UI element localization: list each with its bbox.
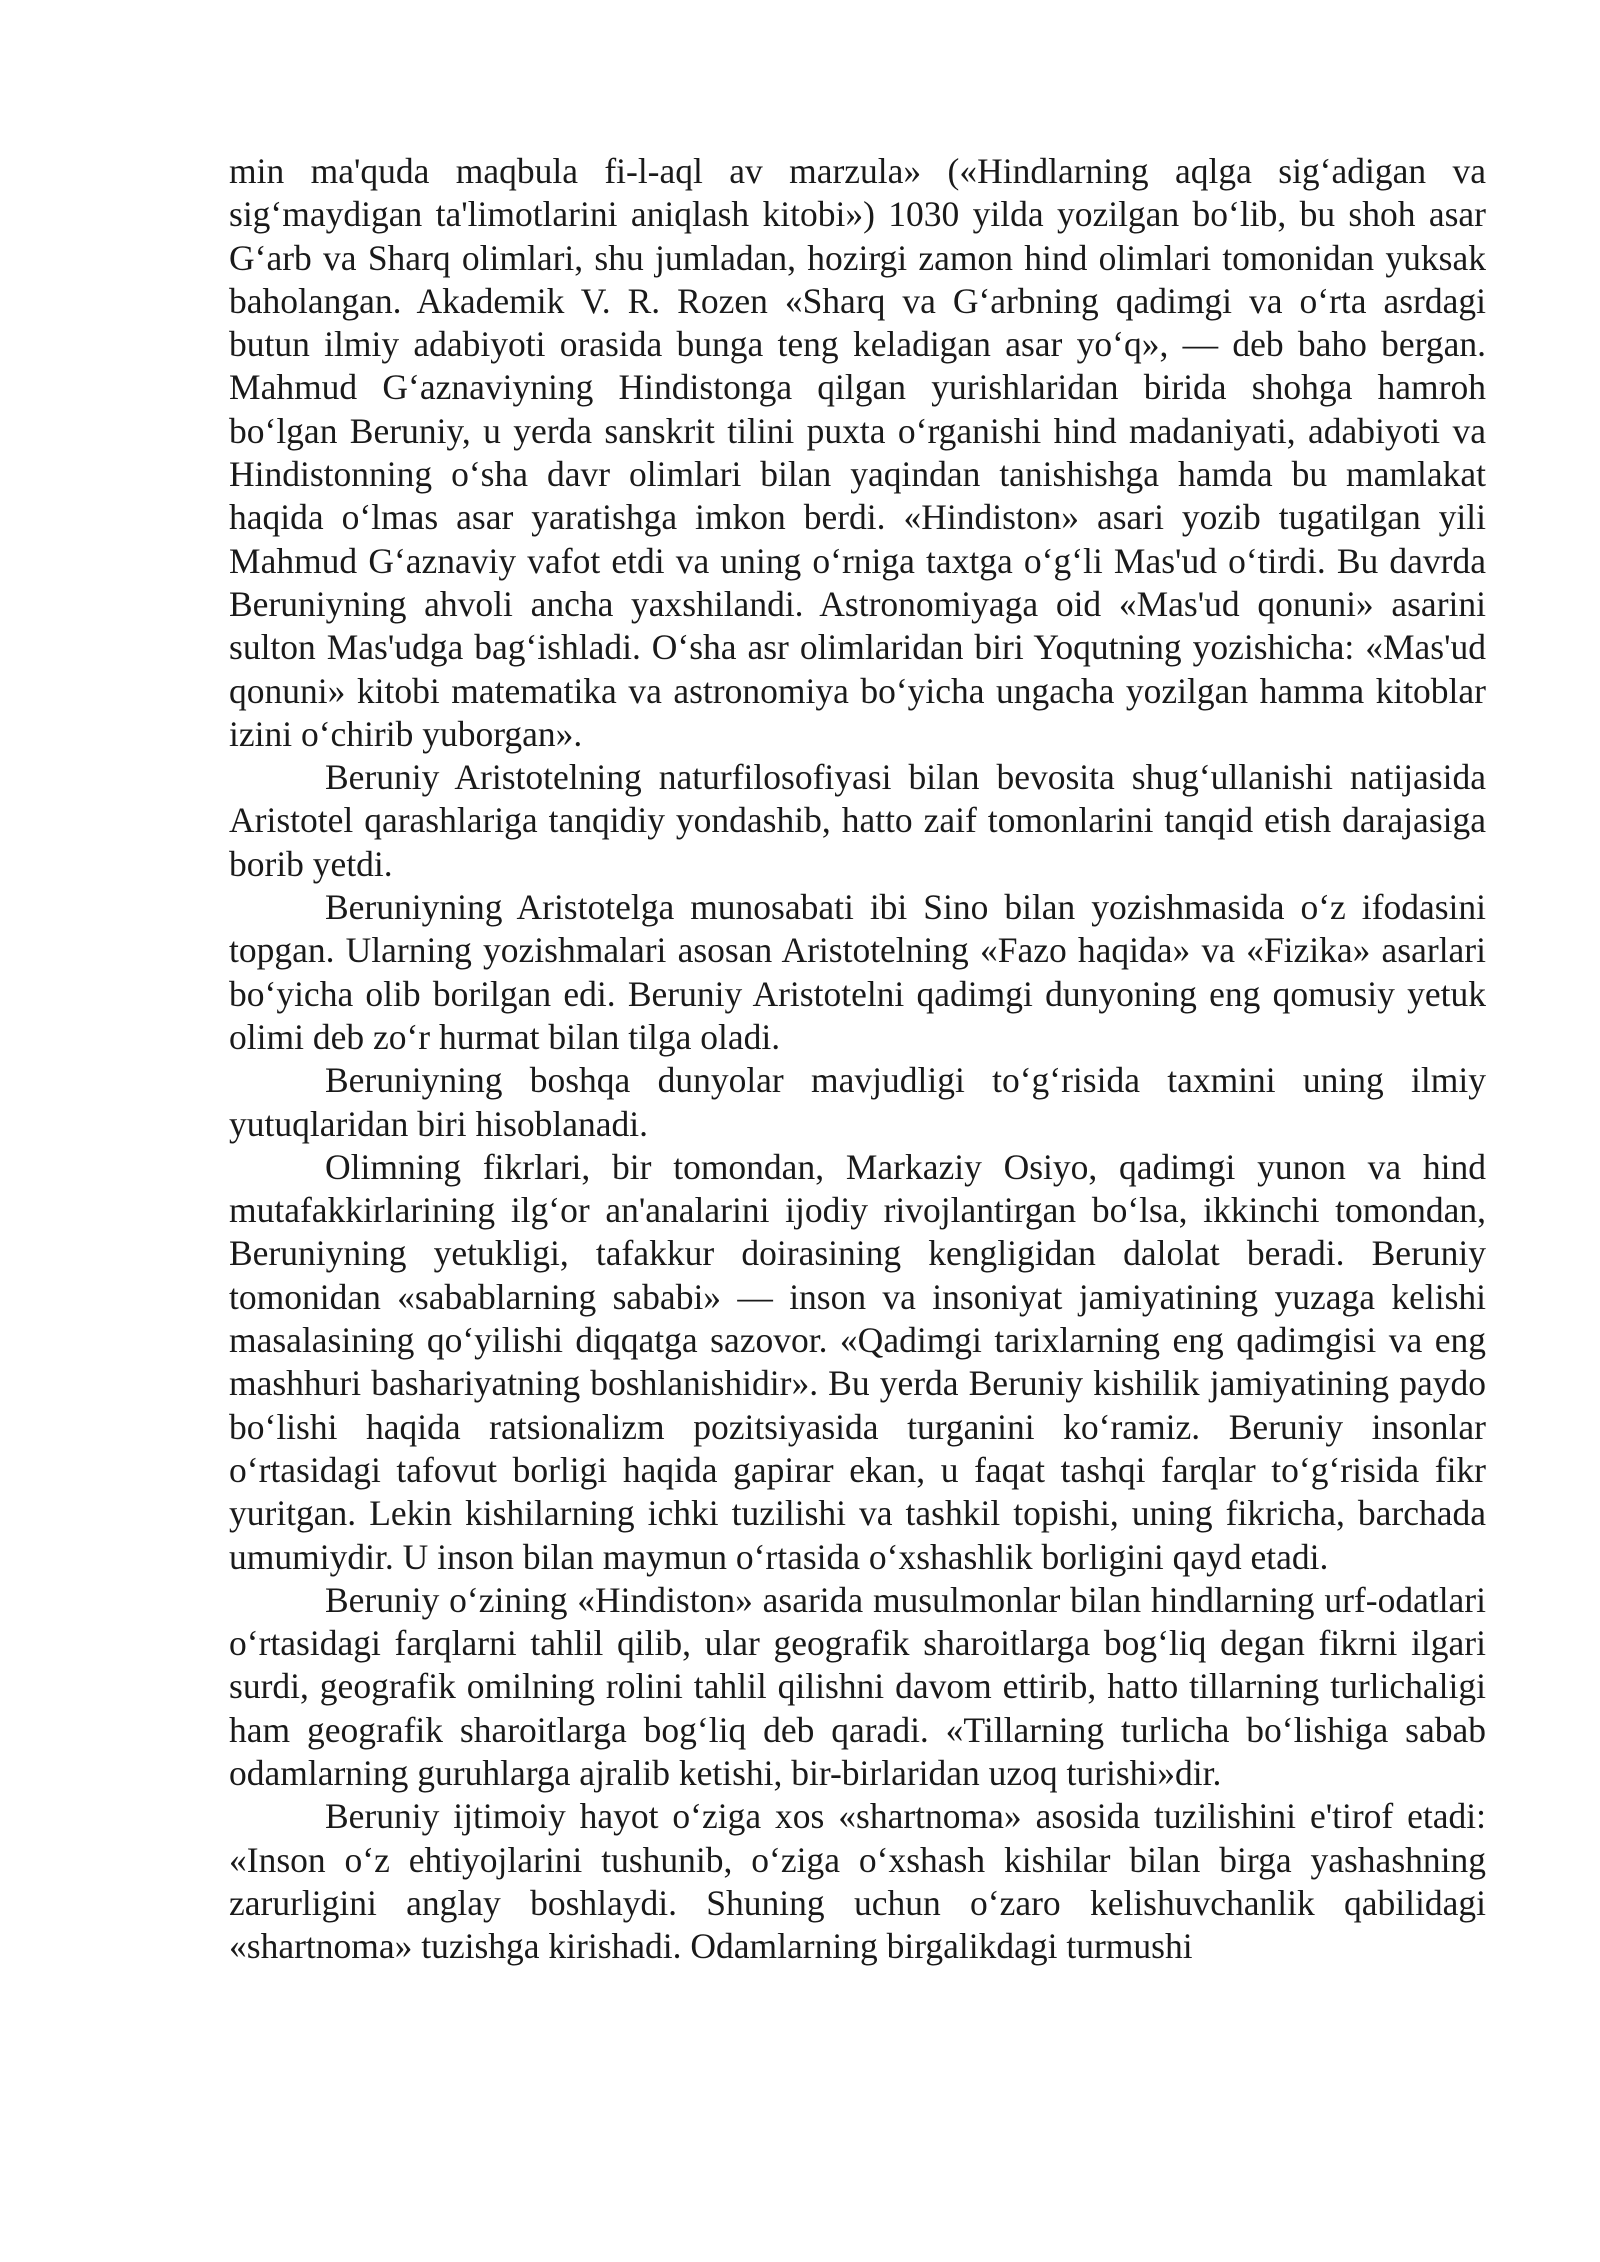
paragraph-continuation: min ma'quda maqbula fi-l-aql av marzula» («Hindlarning aqlga sig‘adigan va sig‘maydigan ta'limotlarini aniqlash kitobi») 1030 yilda yozilgan bo‘lib, bu shoh asar G‘arb va Sharq olimlari, shu jumladan, hozirgi zamon hind olimlari tomonidan yuksak baholangan. Akademik V. R. Rozen «Sharq va G‘arbning qadimgi va o‘rta asrdagi butun ilmiy adabiyoti orasida bunga teng keladigan asar yo‘q», — deb baho bergan. Mahmud G‘aznaviyning Hindistonga qilgan yurishlaridan birida shohga hamroh bo‘lgan Beruniy, u yerda sanskrit tilini puxta o‘rganishi hind madaniyati, adabiyoti va Hindistonning o‘sha davr olimlari bilan yaqindan tanishishga hamda bu mamlakat haqida o‘lmas asar yaratishga imkon berdi. «Hindiston» asari yozib tugatilgan yili Mahmud G‘aznaviy vafot etdi va uning o‘rniga taxtga o‘g‘li Mas'ud o‘tirdi. Bu davrda Beruniyning ahvoli ancha yaxshilandi. Astronomiyaga oid «Mas'ud qonuni» asarini sulton Mas'udga bag‘ishladi. O‘sha asr olimlaridan biri Yoqutning yozishicha: «Mas'ud qonuni» kitobi matematika va astronomiya bo‘yicha ungacha yozilgan hamma kitoblar izini o‘chirib yuborgan». — [229, 151, 1486, 754]
paragraph-aristotle-natural-philosophy: Beruniy Aristotelning naturfilosofiyasi bilan bevosita shug‘ullanishi natijasida Aristotel qarashlariga tanqidiy yondashib, hatto zaif tomonlarini tanqid etish darajasiga borib yetdi. — [229, 757, 1486, 884]
paragraph-thinkers-ideas: Olimning fikrlari, bir tomondan, Markaziy Osiyo, qadimgi yunon va hind mutafakkirlarining ilg‘or an'analarini ijodiy rivojlantirgan bo‘lsa, ikkinchi tomondan, Beruniyning yetukligi, tafakkur doirasining kengligidan dalolat beradi. Beruniy tomonidan «sabablarning sababi» — inson va insoniyat jamiyatining yuzaga kelishi masalasining qo‘yilishi diqqatga sazovor. «Qadimgi tarixlarning eng qadimgisi va eng mashhuri bashariyatning boshlanishidir». Bu yerda Beruniy kishilik jamiyatining paydo bo‘lishi haqida ratsionalizm pozitsiyasida turganini ko‘ramiz. Beruniy insonlar o‘rtasidagi tafovut borligi haqida gapirar ekan, u faqat tashqi farqlar to‘g‘risida fikr yuritgan. Lekin kishilarning ichki tuzilishi va tashkil topishi, uning fikricha, barchada umumiydir. U inson bilan maymun o‘rtasida o‘xshashlik borligini qayd etadi. — [229, 1146, 1486, 1577]
document-page — [229, 150, 1486, 1968]
paragraph-india-customs: Beruniy o‘zining «Hindiston» asarida musulmonlar bilan hindlarning urf-odatlari o‘rtasidagi farqlarni tahlil qilib, ular geografik sharoitlarga bog‘liq degan fikrni ilgari surdi, geografik omilning rolini tahlil qilishni davom ettirib, hatto tillarning turlichaligi ham geografik sharoitlarga bog‘liq deb qaradi. «Tillarning turlicha bo‘lishiga sabab odamlarning guruhlarga ajralib ketishi, bir-birlaridan uzoq turishi»dir. — [229, 1579, 1486, 1793]
paragraph-other-worlds: Beruniyning boshqa dunyolar mavjudligi to‘g‘risida taxmini uning ilmiy yutuqlaridan biri hisoblanadi. — [229, 1060, 1486, 1144]
paragraph-ibn-sino-correspondence: Beruniyning Aristotelga munosabati ibi Sino bilan yozishmasida o‘z ifodasini topgan. Ularning yozishmalari asosan Aristotelning «Fazo haqida» va «Fizika» asarlari bo‘yicha olib borilgan edi. Beruniy Aristotelni qadimgi dunyoning eng qomusiy yetuk olimi deb zo‘r hurmat bilan tilga oladi. — [229, 887, 1486, 1057]
paragraph-social-contract: Beruniy ijtimoiy hayot o‘ziga xos «shartnoma» asosida tuzilishini e'tirof etadi: «Inson o‘z ehtiyojlarini tushunib, o‘ziga o‘xshash kishilar bilan birga yashashning zarurligini anglay boshlaydi. Shuning uchun o‘zaro kelishuvchanlik qabilidagi «shartnoma» tuzishga kirishadi. Odamlarning birgalikdagi turmushi — [229, 1796, 1486, 1967]
